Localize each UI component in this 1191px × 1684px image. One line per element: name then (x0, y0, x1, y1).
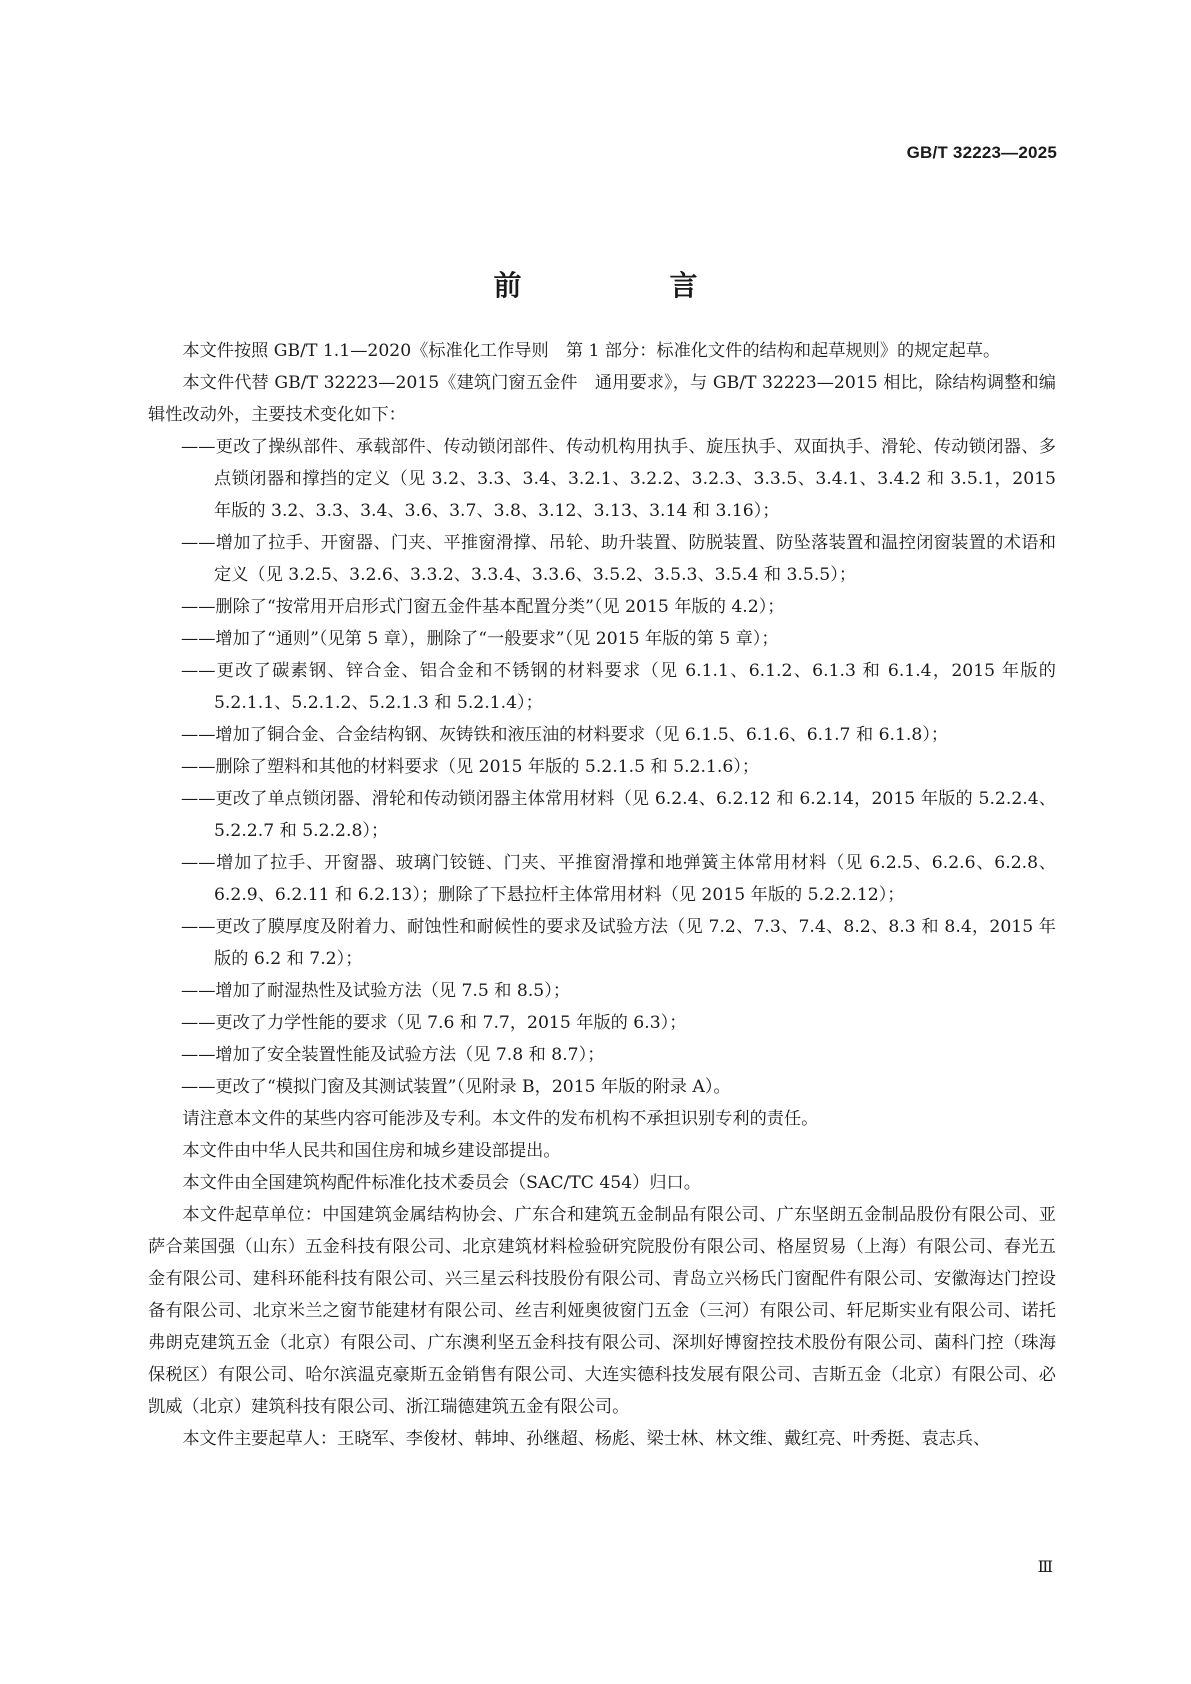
page-title: 前 言 (493, 268, 758, 302)
main-drafters: 本文件主要起草人：王晓军、李俊材、韩坤、孙继超、杨彪、梁士林、林文维、戴红亮、叶秀挺、袁志兵、 (182, 1429, 991, 1449)
page-number: Ⅲ (1037, 1557, 1053, 1576)
change-item: ——更改了单点锁闭器、滑轮和传动锁闭器主体常用材料（见 6.2.4、6.2.12 和 6.2.14，2015 年版的 5.2.2.4、5.2.2.7 和 5.2.2.8）； (181, 789, 1056, 841)
change-item: ——更改了力学性能的要求（见 7.6 和 7.7，2015 年版的 6.3）； (181, 1013, 687, 1033)
change-item: ——增加了“通则”（见第 5 章），删除了“一般要求”（见 2015 年版的第 5 章）； (181, 629, 779, 649)
intro-paragraph: 本文件代替 GB/T 32223—2015《建筑门窗五金件 通用要求》，与 GB/T 32223—2015 相比，除结构调整和编辑性改动外，主要技术变化如下： (148, 373, 1056, 425)
intro-paragraph: 本文件按照 GB/T 1.1—2020《标准化工作导则 第 1 部分：标准化文件的结构和起草规则》的规定起草。 (182, 341, 1001, 361)
foreword-body (148, 335, 1056, 1455)
proposer-statement: 本文件由中华人民共和国住房和城乡建设部提出。 (182, 1141, 561, 1161)
change-item: ——更改了操纵部件、承载部件、传动锁闭部件、传动机构用执手、旋压执手、双面执手、滑轮、传动锁闭器、多点锁闭器和撑挡的定义（见 3.2、3.3、3.4、3.2.1、3.2.2、3.2.3、3.3.5、3.4.1、3.4.2 和 3.5.1，2015 年版的 3.2、3.3、3.4、3.6、3.7、3.8、3.12、3.13、3.14 和 3.16）； (181, 437, 1056, 521)
change-item: ——增加了拉手、开窗器、玻璃门铰链、门夹、平推窗滑撑和地弹簧主体常用材料（见 6.2.5、6.2.6、6.2.8、6.2.9、6.2.11 和 6.2.13）；删除了下悬拉杆主体常用材料（见 2015 年版的 5.2.2.12）； (181, 853, 1056, 905)
change-item: ——删除了“按常用开启形式门窗五金件基本配置分类”（见 2015 年版的 4.2）； (181, 597, 785, 617)
change-item: ——增加了耐湿热性及试验方法（见 7.5 和 8.5）； (181, 981, 571, 1001)
patent-notice: 请注意本文件的某些内容可能涉及专利。本文件的发布机构不承担识别专利的责任。 (182, 1109, 819, 1129)
change-item: ——删除了塑料和其他的材料要求（见 2015 年版的 5.2.1.5 和 5.2.1.6）； (181, 757, 760, 777)
committee-statement: 本文件由全国建筑构配件标准化技术委员会（SAC/TC 454）归口。 (182, 1173, 701, 1193)
change-item: ——增加了铜合金、合金结构钢、灰铸铁和液压油的材料要求（见 6.1.5、6.1.6、6.1.7 和 6.1.8）； (181, 725, 949, 745)
drafting-units: 本文件起草单位：中国建筑金属结构协会、广东合和建筑五金制品有限公司、广东坚朗五金制品股份有限公司、亚萨合莱国强（山东）五金科技有限公司、北京建筑材料检验研究院股份有限公司、格屋贸易（上海）有限公司、春光五金有限公司、建科环能科技有限公司、兴三星云科技股份有限公司、青岛立兴杨氏门窗配件有限公司、安徽海达门控设备有限公司、北京米兰之窗节能建材有限公司、丝吉利娅奥彼窗门五金（三河）有限公司、轩尼斯实业有限公司、诺托弗朗克建筑五金（北京）有限公司、广东澳利坚五金科技有限公司、深圳好博窗控技术股份有限公司、菌科门控（珠海保税区）有限公司、哈尔滨温克豪斯五金销售有限公司、大连实德科技发展有限公司、吉斯五金（北京）有限公司、必凯威（北京）建筑科技有限公司、浙江瑞德建筑五金有限公司。 (148, 1205, 1056, 1417)
change-item: ——增加了安全装置性能及试验方法（见 7.8 和 8.7）； (181, 1045, 605, 1065)
change-item: ——增加了拉手、开窗器、门夹、平推窗滑撑、吊轮、助升装置、防脱装置、防坠落装置和温控闭窗装置的术语和定义（见 3.2.5、3.2.6、3.3.2、3.3.4、3.3.6、3.5.2、3.5.3、3.5.4 和 3.5.5）； (181, 533, 1056, 585)
document-number-header: GB/T 32223—2025 (906, 143, 1057, 162)
change-item: ——更改了膜厚度及附着力、耐蚀性和耐候性的要求及试验方法（见 7.2、7.3、7.4、8.2、8.3 和 8.4，2015 年版的 6.2 和 7.2）； (181, 917, 1056, 969)
change-item: ——更改了碳素钢、锌合金、铝合金和不锈钢的材料要求（见 6.1.1、6.1.2、6.1.3 和 6.1.4，2015 年版的 5.2.1.1、5.2.1.2、5.2.1.3 和 5.2.1.4）； (181, 661, 1056, 713)
change-item: ——更改了“模拟门窗及其测试装置”（见附录 B，2015 年版的附录 A）。 (181, 1077, 731, 1097)
changes-list (148, 431, 1056, 1103)
